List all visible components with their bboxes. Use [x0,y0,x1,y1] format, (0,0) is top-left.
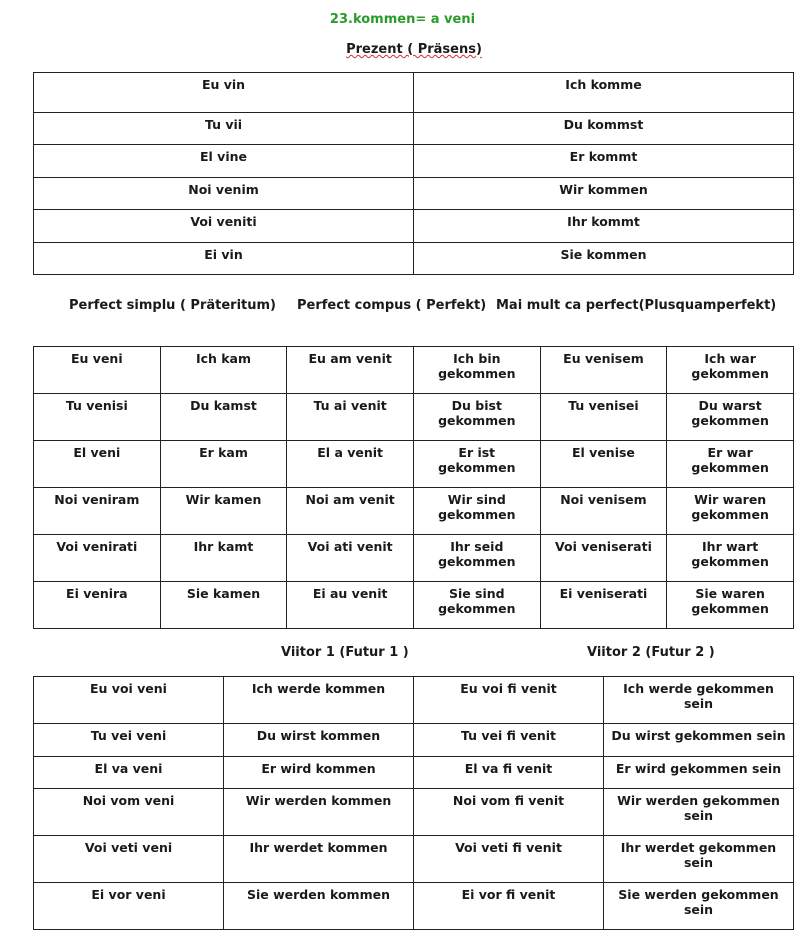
table-cell: Voi veniti [34,210,414,243]
table-cell: Sie werden gekommen sein [604,883,794,930]
table-cell: Noi venisem [540,488,667,535]
table-row [34,243,794,275]
past-tenses-table [33,346,794,629]
table-row [34,582,794,629]
future-table [33,676,794,930]
table-row [34,73,794,113]
table-cell: Sie werden kommen [224,883,414,930]
table-cell: Tu vei veni [34,724,224,757]
table-row [34,178,794,210]
table-cell: Er ist gekommen [413,441,540,488]
table-cell: Wir kommen [414,178,794,210]
table-cell: Ich bin gekommen [413,347,540,394]
table-cell: Sie kamen [160,582,287,629]
table-cell: El veni [34,441,161,488]
table-cell: Ihr wart gekommen [667,535,794,582]
table-cell: Wir waren gekommen [667,488,794,535]
table-cell: Er kam [160,441,287,488]
table-cell: Tu ai venit [287,394,414,441]
table-cell: Wir werden gekommen sein [604,789,794,836]
table-cell: Ich werde kommen [224,677,414,724]
table-cell: Ei au venit [287,582,414,629]
table-row [34,789,794,836]
table-cell: El va fi venit [414,757,604,789]
table-cell: Voi veti fi venit [414,836,604,883]
table-cell: Er wird kommen [224,757,414,789]
present-heading [0,42,805,57]
table-row [34,113,794,145]
table-row [34,394,794,441]
table-cell: Ei vor fi venit [414,883,604,930]
table-cell: Ich komme [414,73,794,113]
table-cell: Ich werde gekommen sein [604,677,794,724]
table-cell: El vine [34,145,414,178]
table-cell: Ihr werdet kommen [224,836,414,883]
table-cell: Ihr kommt [414,210,794,243]
present-heading-text: Prezent ( Präsens) [346,42,482,57]
table-cell: Eu venisem [540,347,667,394]
table-cell: Ei veniserati [540,582,667,629]
table-cell: Noi am venit [287,488,414,535]
table-row [34,347,794,394]
preterite-heading: Perfect simplu ( Präteritum) [69,298,276,313]
table-cell: Er wird gekommen sein [604,757,794,789]
table-row [34,757,794,789]
perfect-heading: Perfect compus ( Perfekt) [297,298,487,313]
table-cell: Noi venim [34,178,414,210]
table-cell: Du kamst [160,394,287,441]
table-cell: Voi veti veni [34,836,224,883]
table-cell: Wir werden kommen [224,789,414,836]
table-row [34,488,794,535]
table-cell: Voi veniserati [540,535,667,582]
table-cell: Tu vei fi venit [414,724,604,757]
table-cell: Ei venira [34,582,161,629]
table-cell: Wir kamen [160,488,287,535]
future2-heading: Viitor 2 (Futur 2 ) [587,645,715,660]
table-cell: Ihr werdet gekommen sein [604,836,794,883]
table-cell: Er kommt [414,145,794,178]
table-cell: Eu voi fi venit [414,677,604,724]
table-row [34,677,794,724]
table-cell: Ich kam [160,347,287,394]
table-cell: Noi vom fi venit [414,789,604,836]
table-row [34,724,794,757]
page-title: 23.kommen= a veni [329,12,476,27]
table-cell: Noi vom veni [34,789,224,836]
table-cell: Sie kommen [414,243,794,275]
table-row [34,441,794,488]
table-cell: Sie waren gekommen [667,582,794,629]
table-row [34,836,794,883]
table-cell: Ei vor veni [34,883,224,930]
table-cell: Eu vin [34,73,414,113]
table-cell: Ei vin [34,243,414,275]
table-cell: Ihr seid gekommen [413,535,540,582]
future1-heading: Viitor 1 (Futur 1 ) [281,645,409,660]
table-cell: Tu venisei [540,394,667,441]
table-cell: Du kommst [414,113,794,145]
table-cell: Eu am venit [287,347,414,394]
table-cell: Du wirst gekommen sein [604,724,794,757]
table-cell: Noi veniram [34,488,161,535]
table-cell: Du warst gekommen [667,394,794,441]
table-cell: El va veni [34,757,224,789]
table-row [34,210,794,243]
table-cell: Ihr kamt [160,535,287,582]
table-cell: Sie sind gekommen [413,582,540,629]
table-row [34,883,794,930]
table-cell: El a venit [287,441,414,488]
present-table [33,72,794,275]
pluperfect-heading: Mai mult ca perfect(Plusquamperfekt) [496,298,777,313]
table-cell: El venise [540,441,667,488]
table-cell: Voi ati venit [287,535,414,582]
table-row [34,145,794,178]
table-cell: Tu vii [34,113,414,145]
table-cell: Er war gekommen [667,441,794,488]
table-cell: Du wirst kommen [224,724,414,757]
table-cell: Wir sind gekommen [413,488,540,535]
table-cell: Voi venirati [34,535,161,582]
table-cell: Eu voi veni [34,677,224,724]
table-cell: Eu veni [34,347,161,394]
table-cell: Du bist gekommen [413,394,540,441]
table-row [34,535,794,582]
table-cell: Ich war gekommen [667,347,794,394]
table-cell: Tu venisi [34,394,161,441]
